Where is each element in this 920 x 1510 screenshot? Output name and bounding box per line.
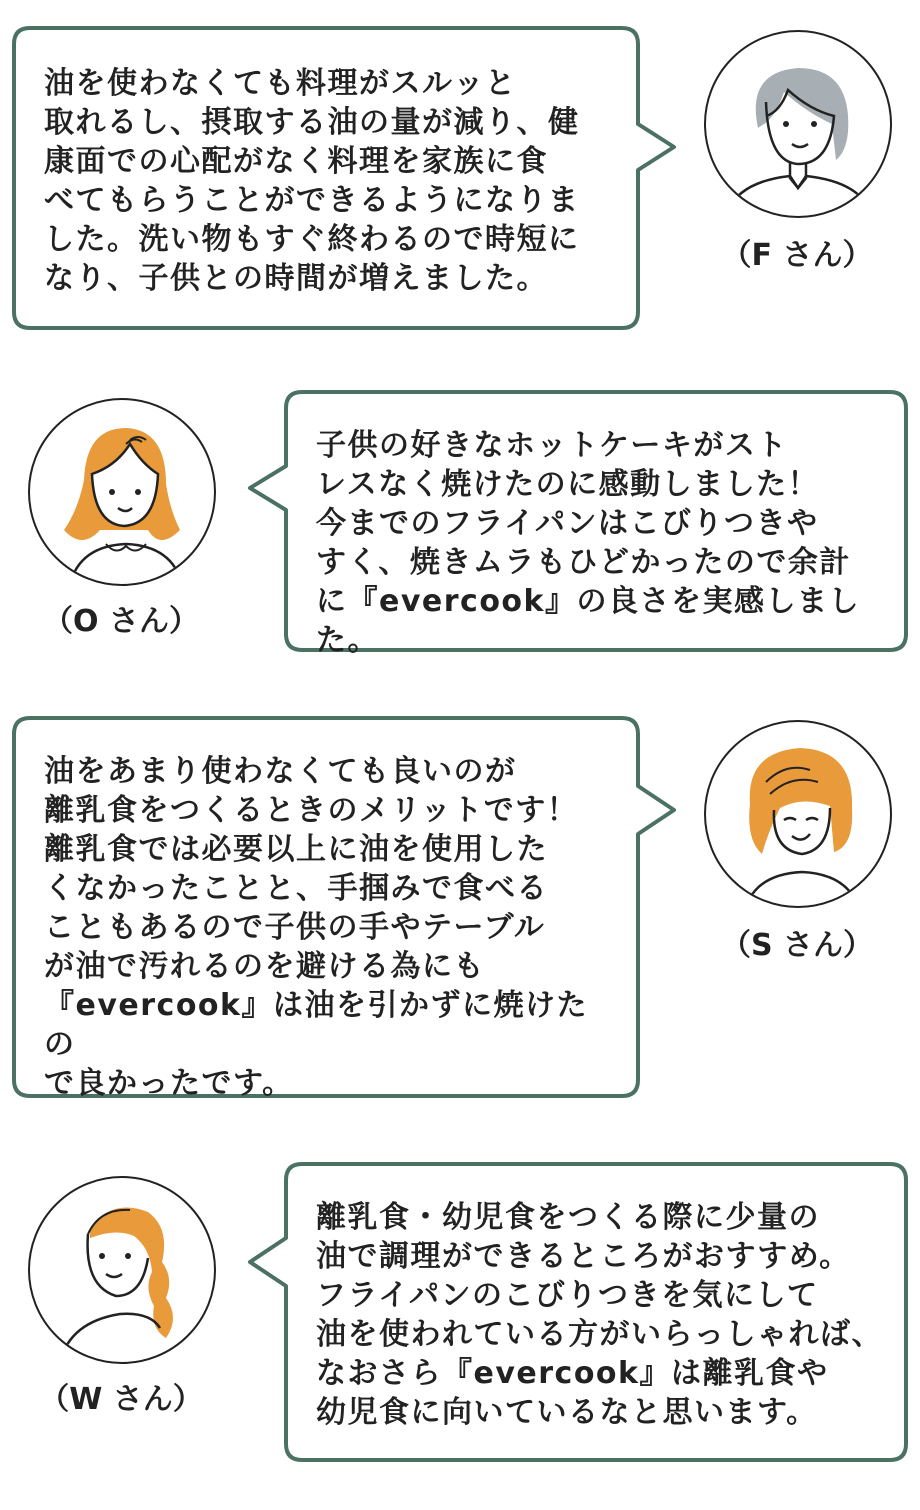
testimonial-text: 離乳食・幼児食をつくる際に少量の 油で調理ができるところがおすすめ。 フライパンのこびりつきを気にして 油を使われている方がいらっしゃれば、 なおさら『evercook』は離乳食や 幼児食に向いているなと思います。 bbox=[316, 1200, 883, 1430]
speech-bubble-w bbox=[246, 1162, 910, 1462]
speech-bubble-o bbox=[246, 390, 910, 658]
woman-bob-hair-icon bbox=[704, 720, 892, 908]
customer-name: （W さん） bbox=[39, 1382, 203, 1417]
testimonial-text: 油を使わなくても料理がスルッと 取れるし、摂取する油の量が減り、健 康面での心配がなく料理を家族に食 べてもらうことができるようになりま した。洗い物もすぐ終わるので時短に なり、子供との時間が増えました。 bbox=[44, 66, 580, 296]
woman-side-ponytail-icon bbox=[28, 1176, 216, 1364]
woman-gray-hair-icon bbox=[704, 30, 892, 218]
woman-orange-hair-icon bbox=[28, 398, 216, 586]
testimonial-text: 子供の好きなホットケーキがスト レスなく焼けたのに感動しました！ 今までのフライパンはこびりつきや すく、焼きムラもひどかったので余計 に『evercook』の良さを実感しました。 bbox=[316, 428, 860, 658]
speech-bubble-f bbox=[12, 26, 640, 330]
customer-name: （F さん） bbox=[721, 238, 873, 273]
testimonial-text: 油をあまり使わなくても良いのが 離乳食をつくるときのメリットです！ 離乳食では必要以上に油を使用した くなかったことと、手掴みで食べる こともあるので子供の手やテーブル が油で汚れるのを避ける為にも 『evercook』は油を引かずに焼けたの で良かったです。 bbox=[44, 754, 588, 1101]
speech-bubble-s bbox=[12, 716, 640, 1100]
customer-name: （S さん） bbox=[720, 928, 874, 963]
customer-name: （O さん） bbox=[43, 604, 199, 639]
